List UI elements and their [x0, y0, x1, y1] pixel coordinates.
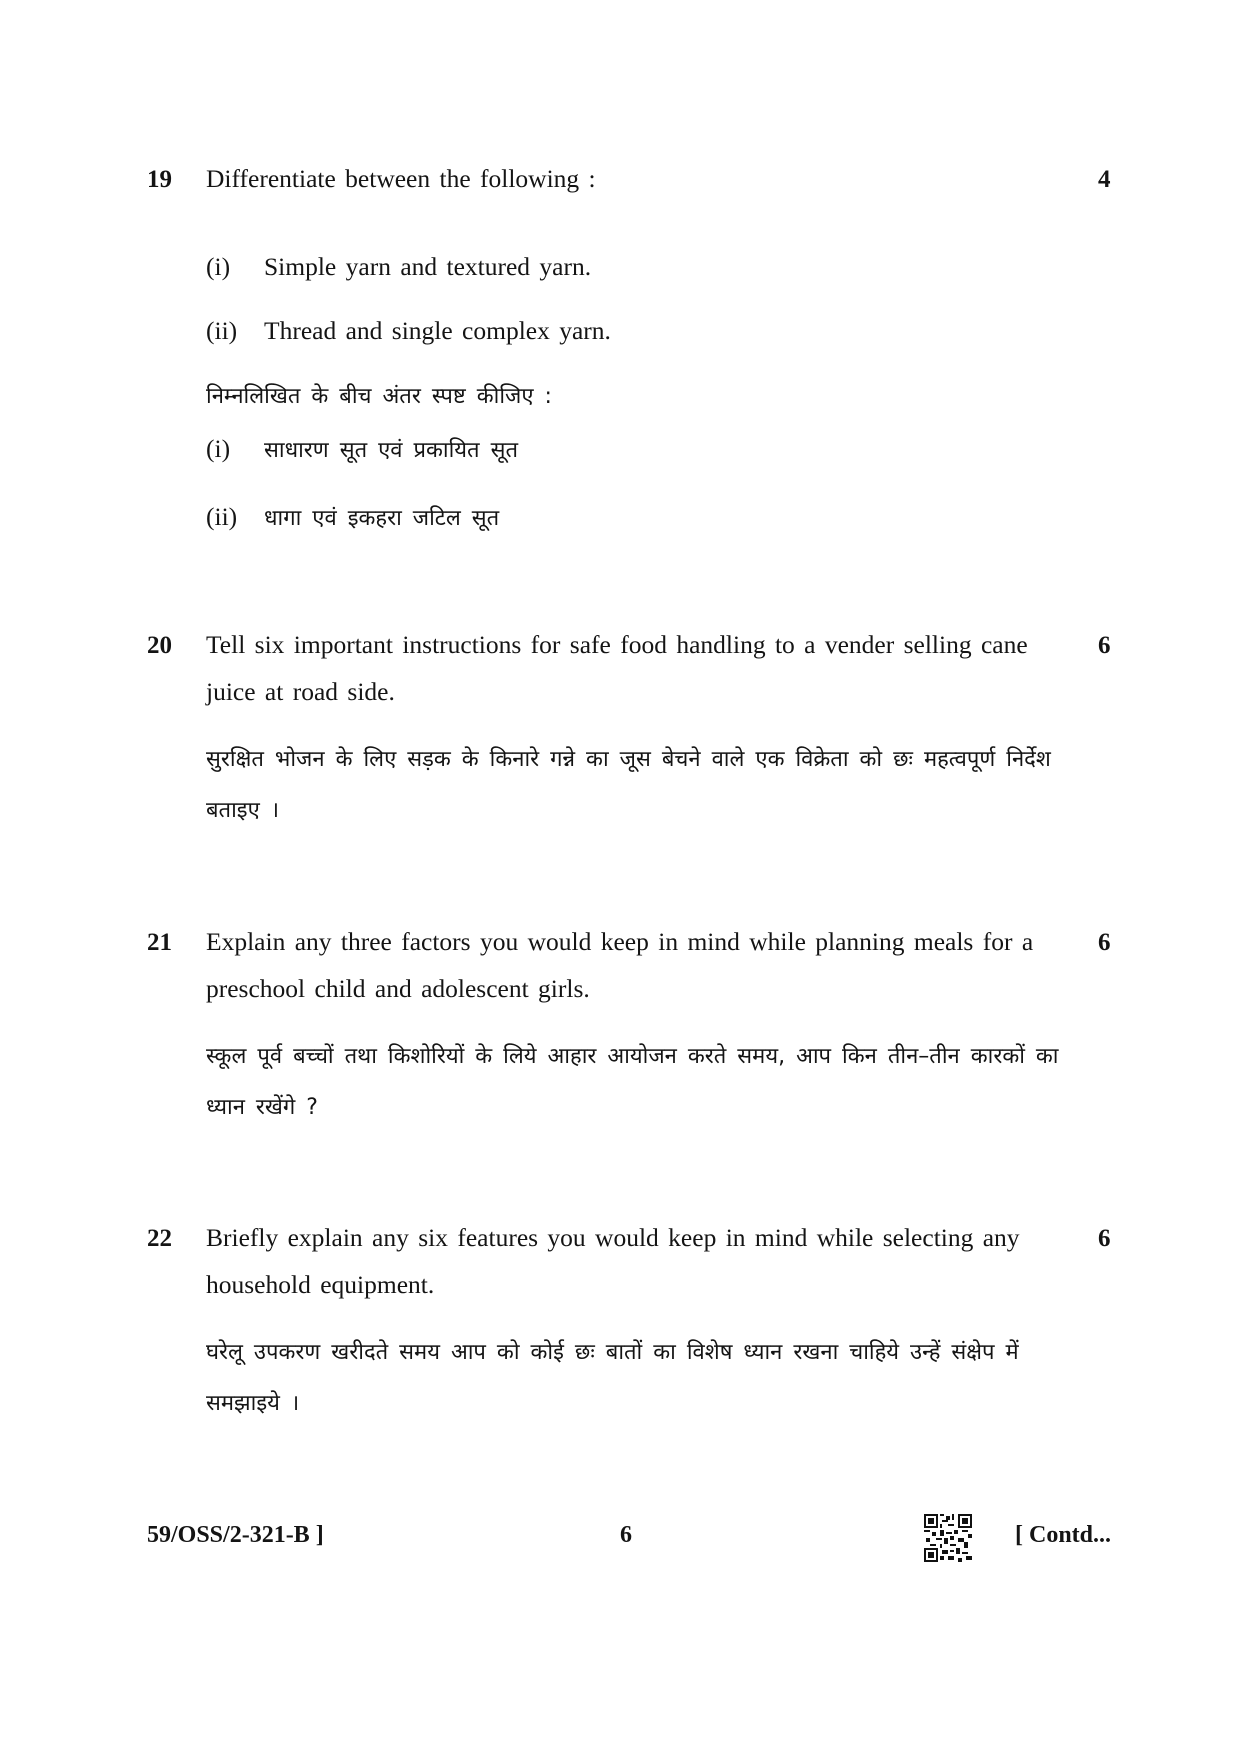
question-text-english: Briefly explain any six features you would keep in mind while selecting any household equipment. — [206, 1223, 1020, 1299]
question-marks: 6 — [1098, 929, 1111, 956]
question-marks: 6 — [1098, 632, 1111, 659]
question-marks: 6 — [1098, 1225, 1111, 1252]
question-marks: 4 — [1098, 166, 1111, 193]
question-text-english: Tell six important instructions for safe food handling to a vender selling cane juice at road side. — [206, 630, 1028, 706]
question-text-english: Explain any three factors you would keep in mind while planning meals for a preschool child and adolescent girls. — [206, 927, 1034, 1003]
question-text-hindi: घरेलू उपकरण खरीदते समय आप को कोई छः बातों का विशेष ध्यान रखना चाहिये उन्हें संक्षेप में समझाइये । — [206, 1340, 1019, 1416]
page-number: 6 — [620, 1522, 632, 1548]
sub-item-label: (ii) — [206, 316, 238, 345]
sub-item-english — [206, 316, 611, 346]
qr-code-icon — [924, 1514, 972, 1562]
sub-item-hindi — [206, 502, 499, 532]
paper-code: 59/OSS/2-321-B ] — [147, 1522, 324, 1548]
question-number: 21 — [147, 929, 172, 956]
question-text-english: Differentiate between the following : — [206, 164, 596, 193]
sub-item-label: (i) — [206, 252, 231, 281]
question-text-hindi: निम्नलिखित के बीच अंतर स्पष्ट कीजिए : — [206, 384, 552, 409]
question-number: 22 — [147, 1225, 172, 1252]
sub-item-text: Simple yarn and textured yarn. — [264, 252, 592, 281]
question-number: 20 — [147, 632, 172, 659]
question-text-hindi: सुरक्षित भोजन के लिए सड़क के किनारे गन्ने का जूस बेचने वाले एक विक्रेता को छः महत्वपूर्ण निर्देश बताइए । — [206, 747, 1051, 823]
sub-item-english — [206, 252, 591, 282]
sub-item-label: (i) — [206, 434, 231, 463]
continued-label: [ Contd... — [1015, 1522, 1112, 1548]
sub-item-hindi — [206, 434, 518, 464]
sub-item-text: धागा एवं इकहरा जटिल सूत — [264, 506, 500, 531]
question-number: 19 — [147, 166, 172, 193]
question-text-hindi: स्कूल पूर्व बच्चों तथा किशोरियों के लिये आहार आयोजन करते समय, आप किन तीन–तीन कारकों का ध्यान रखेंगे ? — [206, 1044, 1059, 1120]
sub-item-label: (ii) — [206, 502, 238, 531]
sub-item-text: Thread and single complex yarn. — [264, 316, 611, 345]
sub-item-text: साधारण सूत एवं प्रकायित सूत — [264, 438, 519, 463]
